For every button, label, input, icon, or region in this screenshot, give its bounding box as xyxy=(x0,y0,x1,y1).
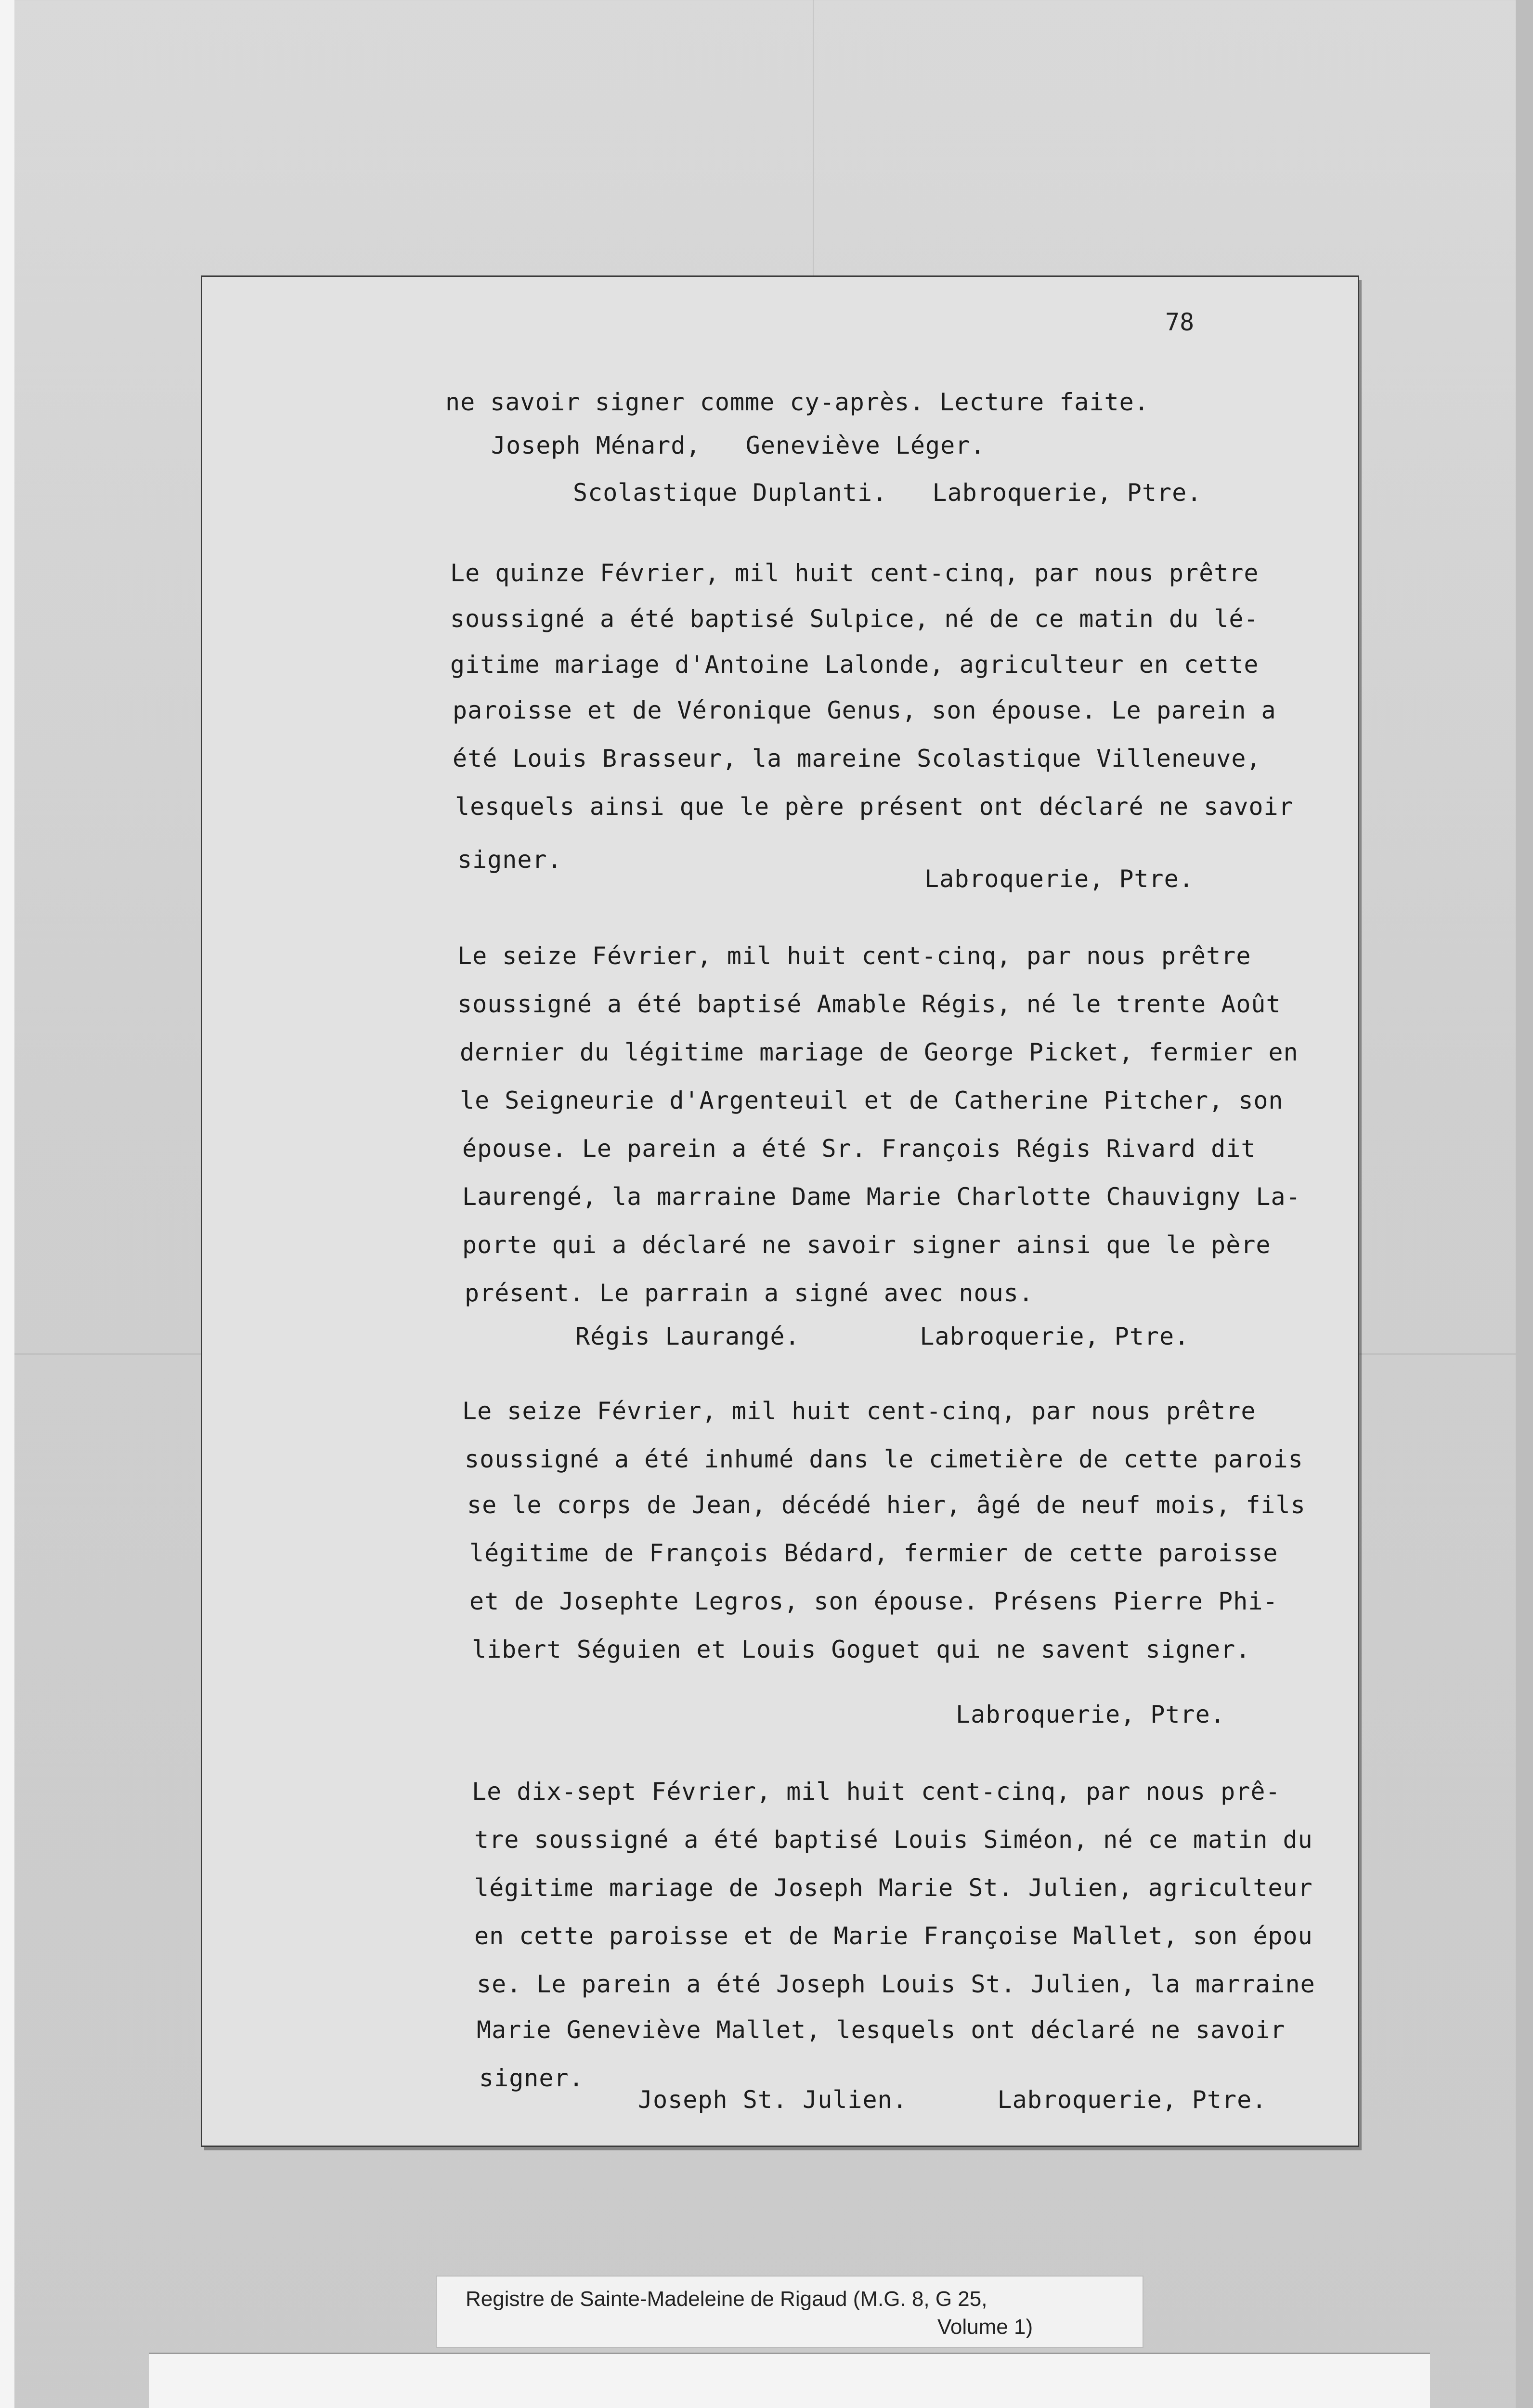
film-edge-right xyxy=(1516,0,1533,2408)
text-line: signer. xyxy=(479,2064,584,2092)
text-line: épouse. Le parein a été Sr. François Régis Rivard dit xyxy=(462,1135,1256,1163)
text-line: tre soussigné a été baptisé Louis Siméon, né ce matin du xyxy=(474,1826,1313,1854)
text-line: Le quinze Février, mil huit cent-cinq, par nous prêtre xyxy=(450,559,1259,587)
text-line: et de Josephte Legros, son épouse. Présens Pierre Phi- xyxy=(469,1587,1278,1615)
text-line: été Louis Brasseur, la mareine Scolastique Villeneuve, xyxy=(453,745,1261,772)
text-line: Le seize Février, mil huit cent-cinq, par nous prêtre xyxy=(457,942,1251,970)
text-line: lesquels ainsi que le père présent ont déclaré ne savoir xyxy=(455,793,1294,821)
register-page xyxy=(202,277,1358,2146)
caption-line-2: Volume 1) xyxy=(937,2315,1033,2339)
text-line: Joseph Ménard, Geneviève Léger. xyxy=(491,432,986,459)
text-line: dernier du légitime mariage de George Picket, fermier en xyxy=(460,1038,1299,1066)
text-line: Régis Laurangé. Labroquerie, Ptre. xyxy=(575,1322,1190,1350)
text-line: Marie Geneviève Mallet, lesquels ont déclaré ne savoir xyxy=(477,2016,1286,2044)
text-line: le Seigneurie d'Argenteuil et de Catherine Pitcher, son xyxy=(460,1086,1284,1114)
text-line: se le corps de Jean, décédé hier, âgé de neuf mois, fils xyxy=(467,1491,1306,1519)
text-line: Labroquerie, Ptre. xyxy=(956,1701,1225,1728)
text-line: Joseph St. Julien. Labroquerie, Ptre. xyxy=(638,2086,1267,2114)
text-line: en cette paroisse et de Marie Françoise Mallet, son épou xyxy=(474,1922,1313,1950)
text-line: se. Le parein a été Joseph Louis St. Julien, la marraine xyxy=(477,1970,1315,1998)
text-line: porte qui a déclaré ne savoir signer ainsi que le père xyxy=(462,1231,1271,1259)
text-line: gitime mariage d'Antoine Lalonde, agriculteur en cette xyxy=(450,651,1259,679)
text-line: Le dix-sept Février, mil huit cent-cinq, par nous prê- xyxy=(472,1778,1281,1806)
page-number: 78 xyxy=(1165,308,1195,336)
text-line: Le seize Février, mil huit cent-cinq, par nous prêtre xyxy=(462,1397,1256,1425)
text-line: paroisse et de Véronique Genus, son épouse. Le parein a xyxy=(453,696,1276,724)
text-line: libert Séguien et Louis Goguet qui ne savent signer. xyxy=(472,1636,1251,1663)
text-line: présent. Le parrain a signé avec nous. xyxy=(465,1279,1034,1307)
text-line: soussigné a été inhumé dans le cimetière de cette parois xyxy=(465,1445,1303,1473)
public-archives-card xyxy=(149,2353,1430,2408)
film-edge-left xyxy=(0,0,14,2408)
register-caption-label xyxy=(436,2276,1143,2348)
text-line: Laurengé, la marraine Dame Marie Charlotte Chauvigny La- xyxy=(462,1183,1301,1211)
text-line: signer. xyxy=(457,846,562,874)
caption-line-1: Registre de Sainte-Madeleine de Rigaud (M.G. 8, G 25, xyxy=(466,2287,987,2311)
text-line: soussigné a été baptisé Amable Régis, né le trente Août xyxy=(457,990,1281,1018)
text-line: légitime de François Bédard, fermier de cette paroisse xyxy=(469,1539,1278,1567)
text-line: Labroquerie, Ptre. xyxy=(924,865,1194,893)
text-line: soussigné a été baptisé Sulpice, né de ce matin du lé- xyxy=(450,605,1259,633)
text-line: Scolastique Duplanti. Labroquerie, Ptre. xyxy=(573,479,1202,507)
text-line: ne savoir signer comme cy-après. Lecture faite. xyxy=(445,388,1149,416)
text-line: légitime mariage de Joseph Marie St. Julien, agriculteur xyxy=(474,1874,1313,1902)
